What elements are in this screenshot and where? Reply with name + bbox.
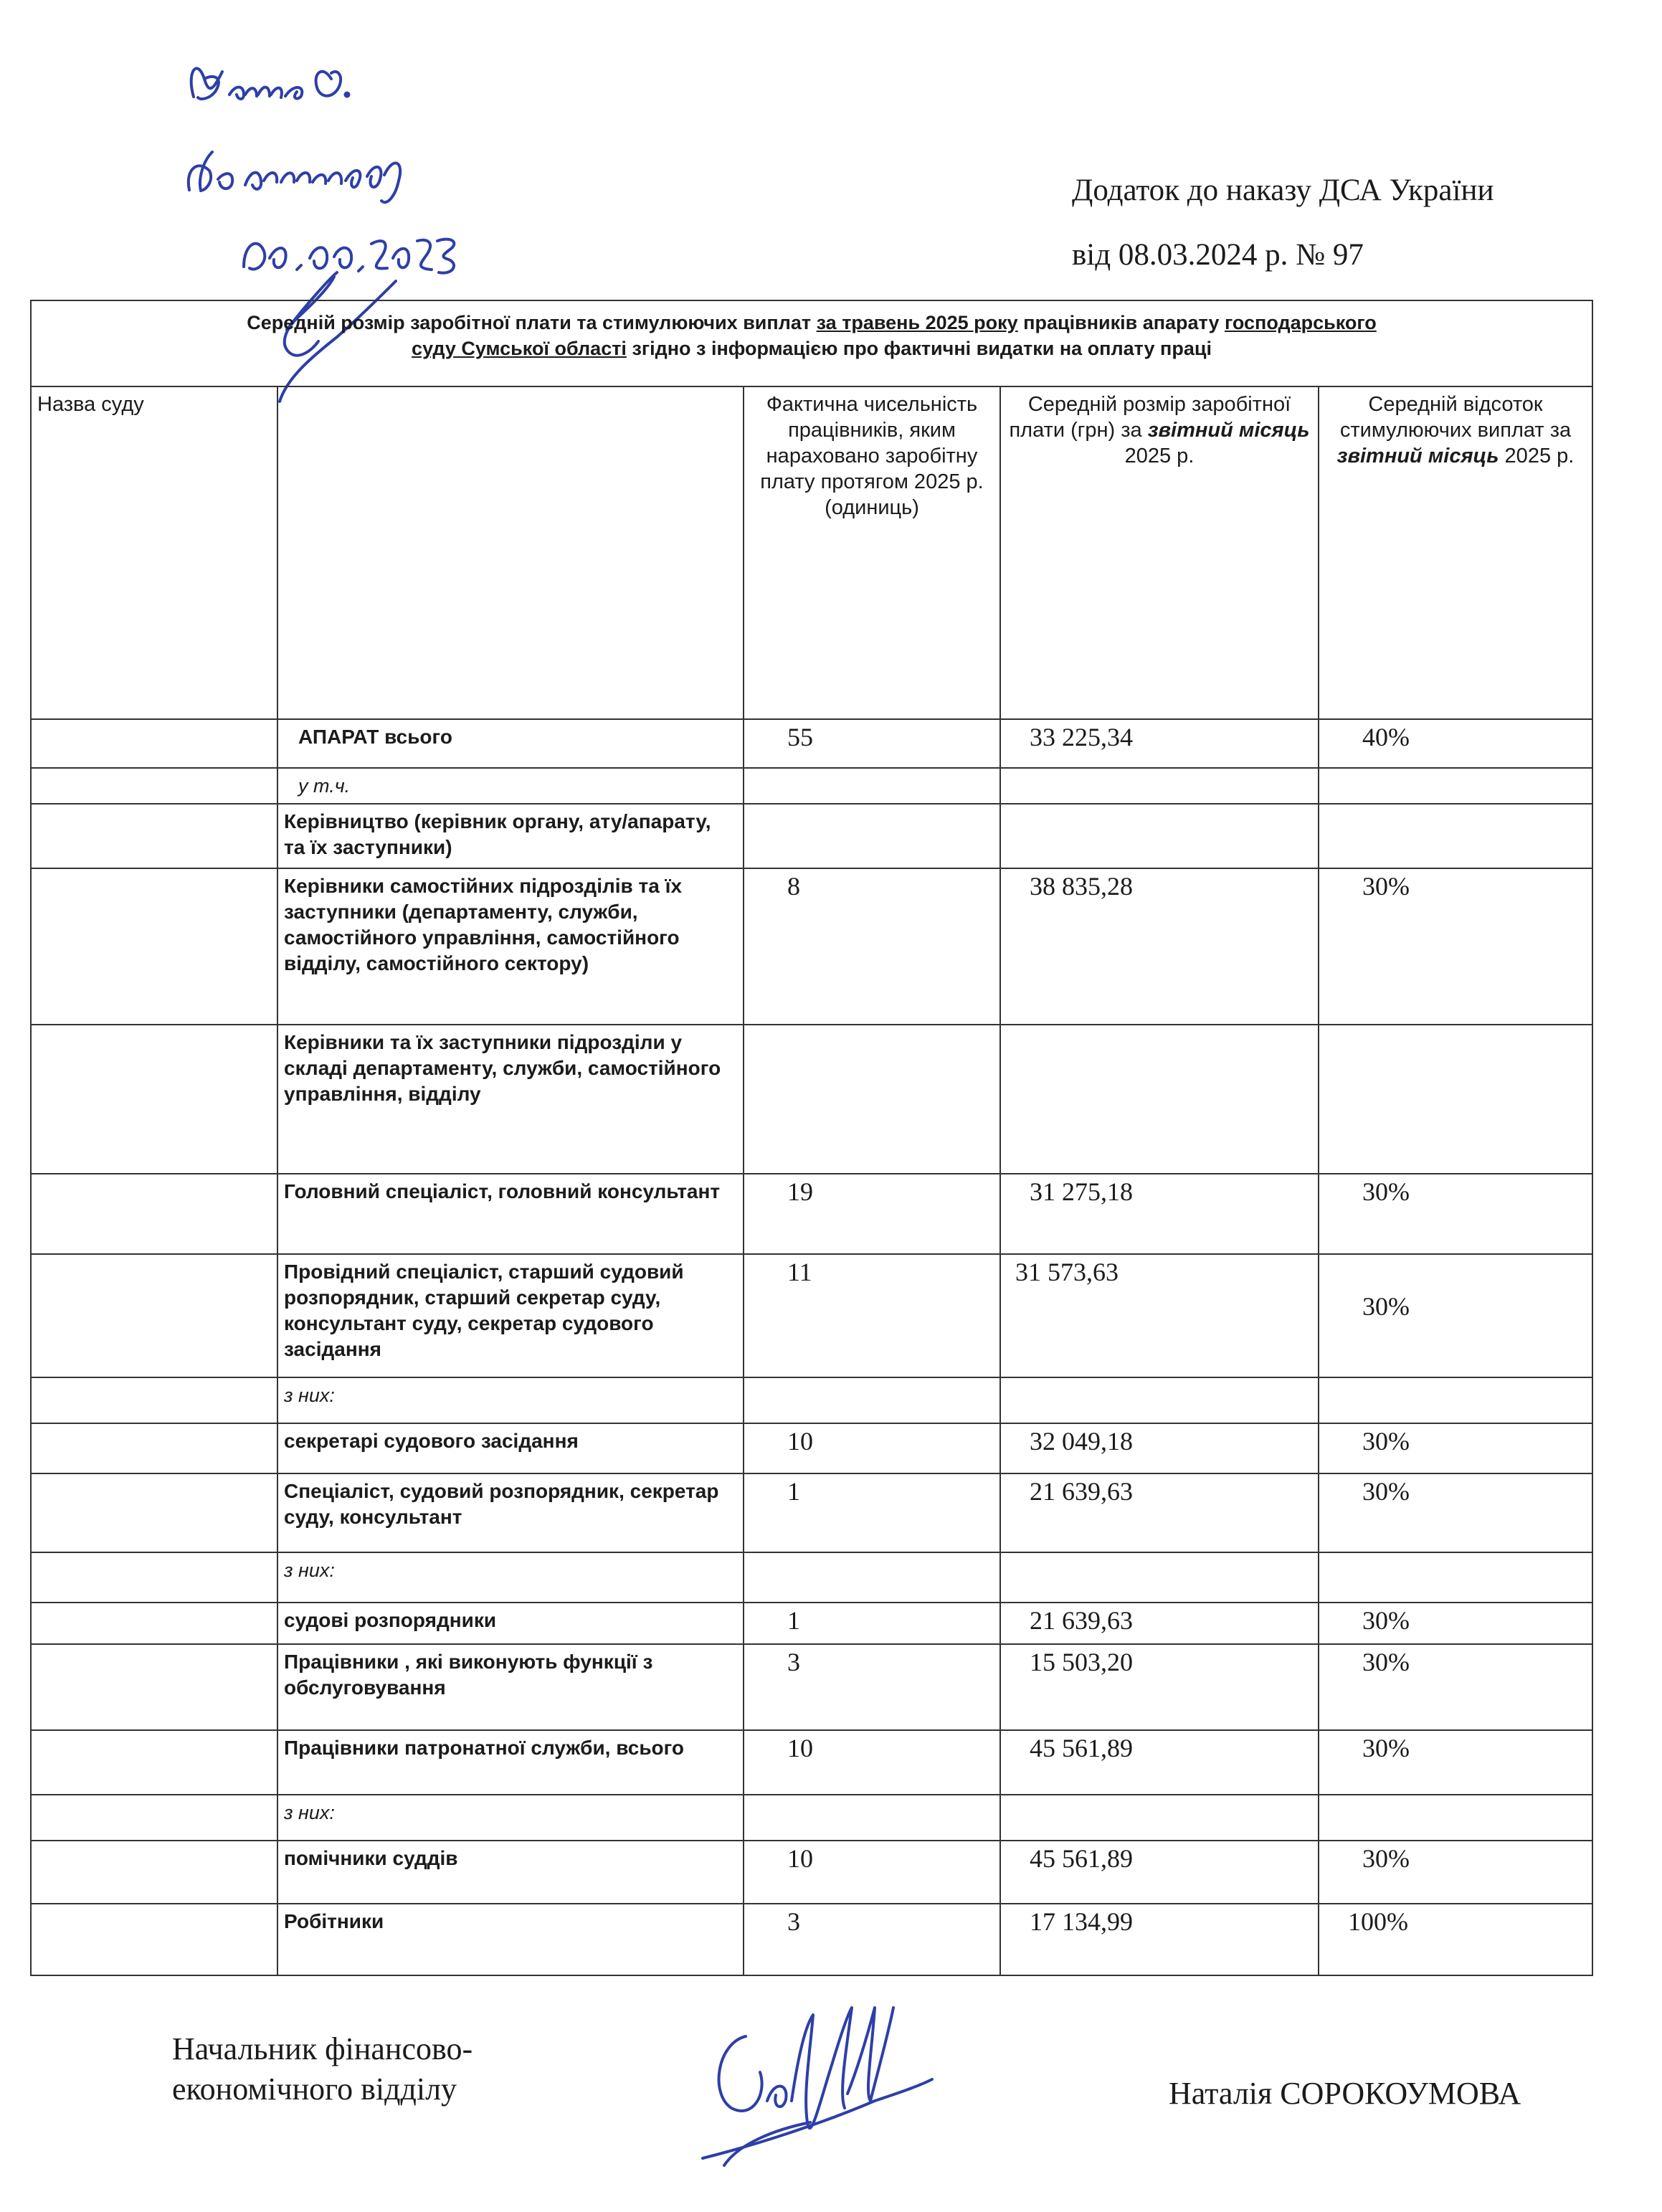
row-salary: 45 561,89 [1000,1841,1319,1904]
row-percent: 30% [1319,1841,1592,1904]
header-row [31,386,1592,719]
row-percent: 30% [1319,1603,1592,1644]
row-category: Керівництво (керівник органу, ату/апарату, та їх заступники) [277,804,744,868]
row-percent [1319,1552,1592,1603]
row-percent: 40% [1319,719,1592,768]
row-category: з них: [277,1795,744,1841]
row-category: Провідний спеціаліст, старший судовий розпорядник, старший секретар суду, консультант суду, секретар судового засідання [277,1254,744,1377]
row-percent [1319,804,1592,868]
row-category: у т.ч. [277,768,744,804]
row-percent: 30% [1319,1174,1592,1254]
row-count: 55 [744,719,1000,768]
table-row [31,1841,1592,1904]
row-category: Головний спеціаліст, головний консультант [277,1174,744,1254]
title-row [31,300,1592,386]
row-salary: 17 134,99 [1000,1904,1319,1975]
table-row [31,1254,1592,1377]
row-count: 3 [744,1644,1000,1730]
signatory-name: Наталія СОРОКОУМОВА [1169,2076,1521,2111]
title-court-a: господарського [1224,312,1377,333]
row-salary: 21 639,63 [1000,1603,1319,1644]
table-row [31,804,1592,868]
annex-line-2: від 08.03.2024 р. № 97 [1072,238,1364,272]
header-count: Фактична чисельність працівників, яким нараховано заробітну плату протягом 2025 р. (одиниць) [744,386,1000,719]
row-count: 10 [744,1841,1000,1904]
row-category: помічники суддів [277,1841,744,1904]
header-court-name: Назва суду [31,386,277,719]
table-row [31,1603,1592,1644]
header-salary: Середній розмір заробітної плати (грн) за звітний місяць 2025 р. [1000,386,1319,719]
row-salary [1000,768,1319,804]
row-salary [1000,1795,1319,1841]
row-category: секретарі судового засідання [277,1423,744,1473]
row-count: 8 [744,868,1000,1025]
row-count [744,768,1000,804]
row-count: 10 [744,1730,1000,1795]
row-count [744,1795,1000,1841]
row-count: 1 [744,1473,1000,1552]
row-count [744,804,1000,868]
table-row [31,768,1592,804]
row-salary: 45 561,89 [1000,1730,1319,1795]
row-count [744,1552,1000,1603]
table-row [31,1644,1592,1730]
row-percent [1319,1025,1592,1174]
table-row [31,1025,1592,1174]
row-percent: 30% [1319,1730,1592,1795]
row-count [744,1025,1000,1174]
row-salary [1000,1025,1319,1174]
row-count: 10 [744,1423,1000,1473]
row-category: Працівники , які виконують функції з обслуговування [277,1644,744,1730]
row-percent: 30% [1319,1473,1592,1552]
row-percent [1319,1377,1592,1423]
row-salary: 15 503,20 [1000,1644,1319,1730]
table-row [31,1904,1592,1975]
table-row [31,1552,1592,1603]
row-percent [1319,1795,1592,1841]
annex-reference [1072,172,1494,274]
title-period: за травень 2025 року [816,312,1018,333]
row-category: з них: [277,1377,744,1423]
row-salary: 38 835,28 [1000,868,1319,1025]
row-category: Керівники самостійних підрозділів та їх заступники (департаменту, служби, самостійного управління, самостійного відділу, самостійного сектору) [277,868,744,1025]
table-row [31,868,1592,1025]
table-row [31,1423,1592,1473]
row-category: Керівники та їх заступники підрозділи у складі департаменту, служби, самостійного управління, відділу [277,1025,744,1174]
row-salary [1000,804,1319,868]
row-count: 19 [744,1174,1000,1254]
row-salary [1000,1377,1319,1423]
table-row [31,1795,1592,1841]
annex-line-1: Додаток до наказу ДСА України [1072,174,1494,207]
row-percent: 30% [1319,868,1592,1025]
table-row [31,1473,1592,1552]
row-salary: 21 639,63 [1000,1473,1319,1552]
salary-table [30,300,1593,1976]
row-category: Робітники [277,1904,744,1975]
row-percent: 30% [1319,1423,1592,1473]
row-category: Спеціаліст, судовий розпорядник, секретар суду, консультант [277,1473,744,1552]
row-salary: 31 573,63 [1000,1254,1319,1377]
table-row [31,1730,1592,1795]
row-salary: 32 049,18 [1000,1423,1319,1473]
title-court-b: суду Сумської області [412,338,627,359]
row-percent: 30% [1319,1644,1592,1730]
table-row [31,719,1592,768]
row-count: 3 [744,1904,1000,1975]
row-count [744,1377,1000,1423]
row-category: АПАРАТ всього [277,719,744,768]
table-row [31,1377,1592,1423]
signatory-position [172,2029,473,2109]
position-line-2: економічного відділу [172,2071,457,2107]
row-category: Працівники патронатної служби, всього [277,1730,744,1795]
row-salary: 33 225,34 [1000,719,1319,768]
row-count: 11 [744,1254,1000,1377]
row-category: з них: [277,1552,744,1603]
row-count: 1 [744,1603,1000,1644]
table-title: Середній розмір заробітної плати та стимулюючих виплат за травень 2025 року працівників апарату господарського суду Сумської області згідно з інформацією про фактичні видатки на оплату праці [31,300,1592,386]
header-category [277,386,744,719]
handwritten-signature [660,1986,961,2208]
row-percent: 30% [1319,1254,1592,1377]
row-percent: 100% [1319,1904,1592,1975]
table-row [31,1174,1592,1254]
row-category: судові розпорядники [277,1603,744,1644]
row-salary [1000,1552,1319,1603]
row-percent [1319,768,1592,804]
row-salary: 31 275,18 [1000,1174,1319,1254]
position-line-1: Начальник фінансово- [172,2031,473,2066]
header-percent: Середній відсоток стимулюючих виплат за звітний місяць 2025 р. [1319,386,1592,719]
